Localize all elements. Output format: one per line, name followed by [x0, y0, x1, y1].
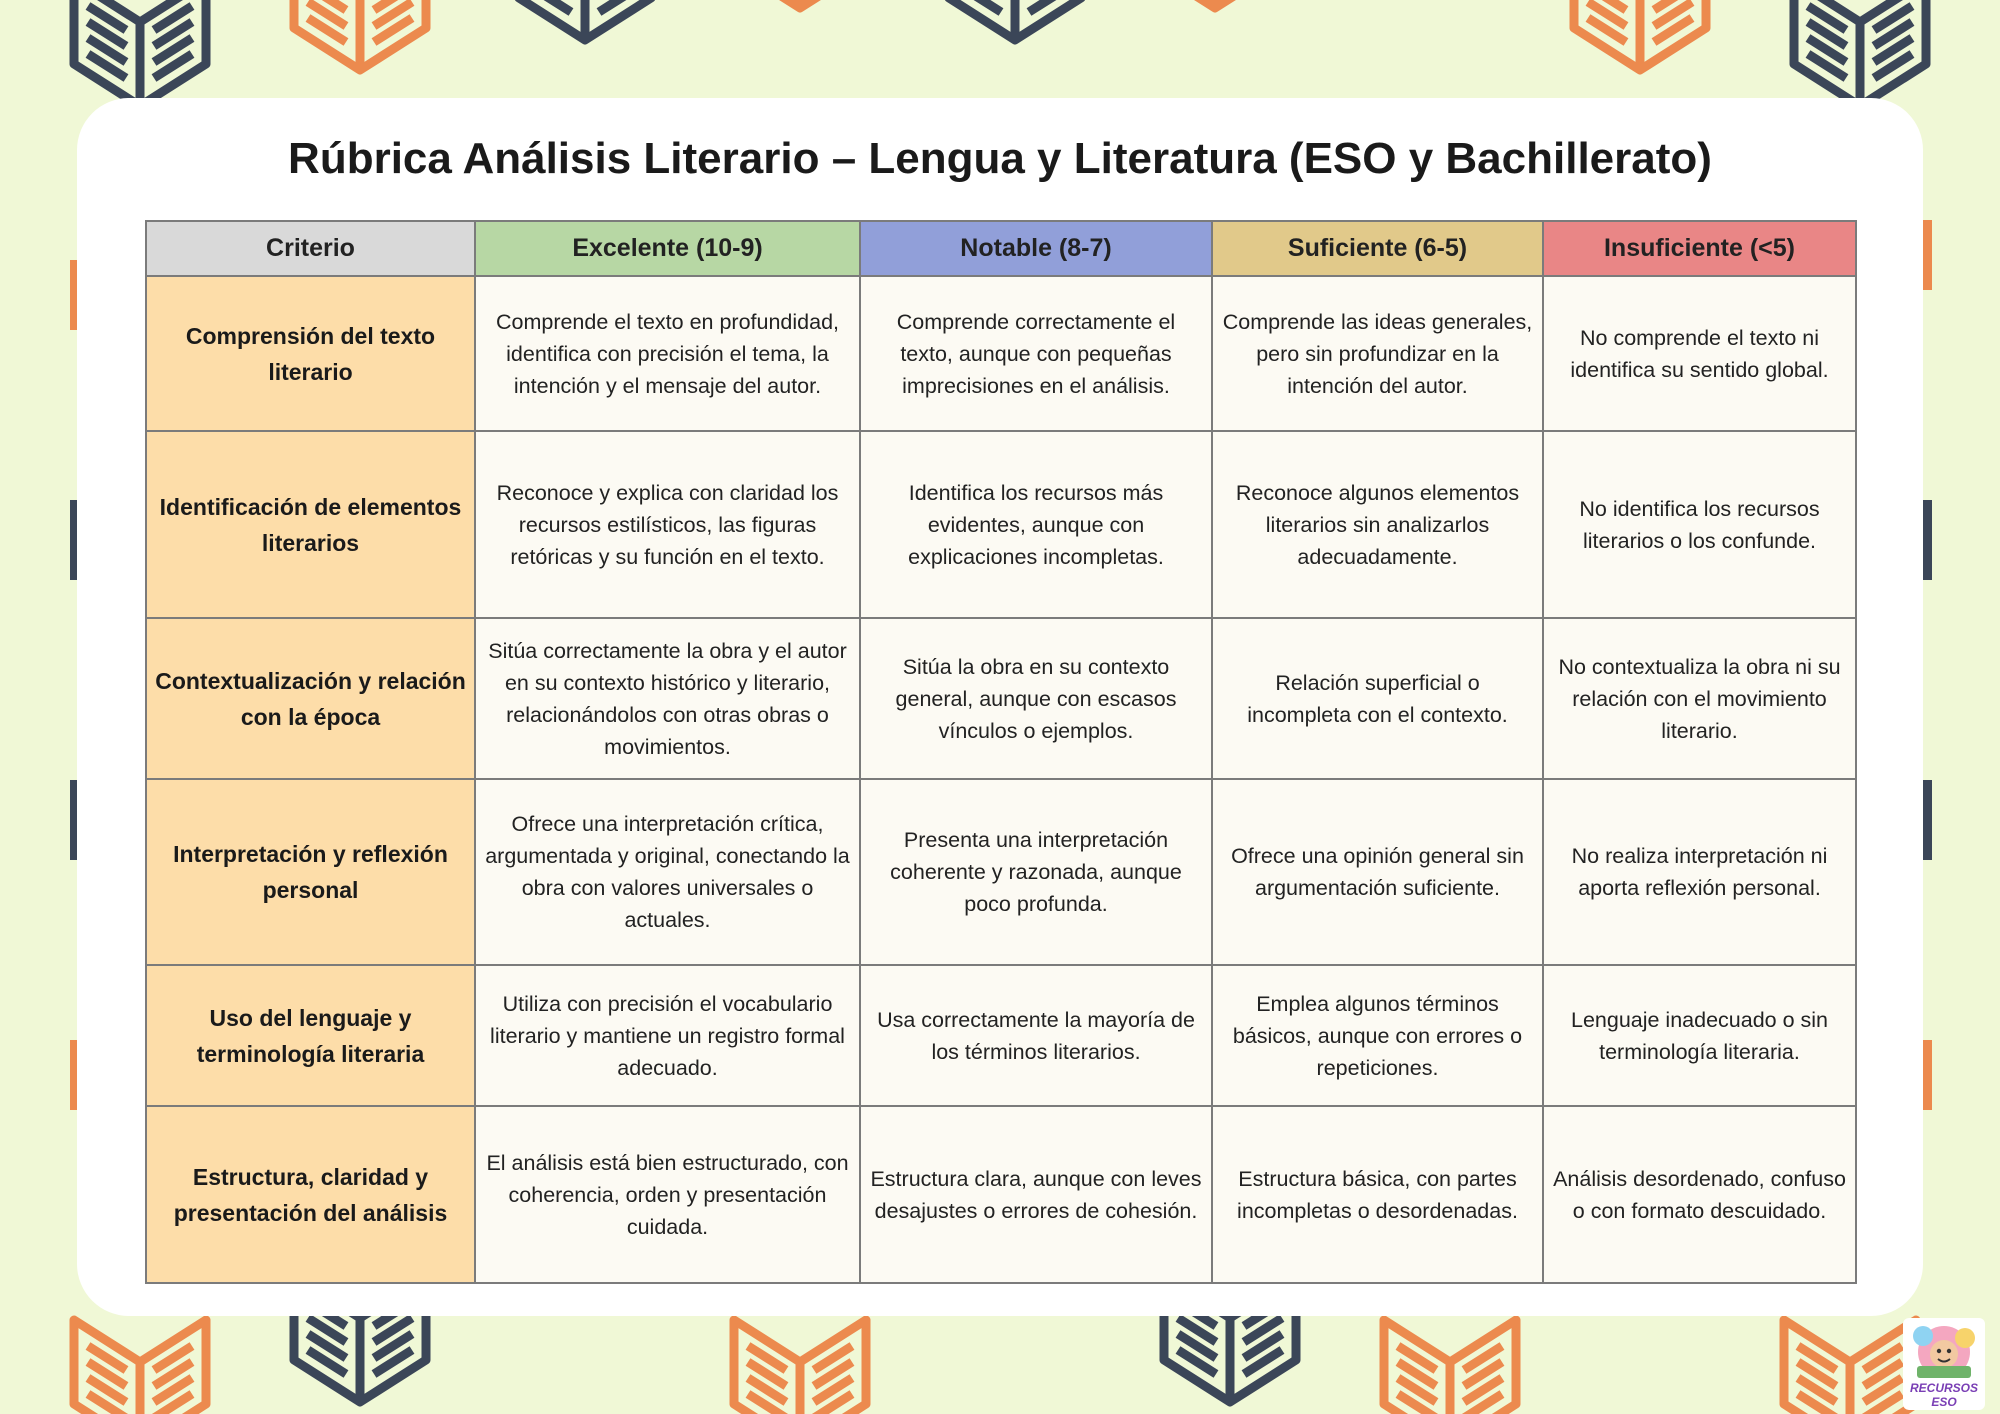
- excelente-cell: Sitúa correctamente la obra y el autor en su contexto histórico y literario, relacionándolos con otras obras o movimientos.: [475, 618, 860, 779]
- suficiente-cell: Ofrece una opinión general sin argumentación suficiente.: [1212, 779, 1543, 965]
- criterio-cell: Comprensión del texto literario: [146, 276, 475, 431]
- insuficiente-cell: Análisis desordenado, confuso o con formato descuidado.: [1543, 1106, 1856, 1283]
- insuficiente-cell: No comprende el texto ni identifica su sentido global.: [1543, 276, 1856, 431]
- page-title: Rúbrica Análisis Literario – Lengua y Literatura (ESO y Bachillerato): [288, 134, 1712, 183]
- table-row: [146, 618, 1856, 779]
- insuficiente-cell: No contextualiza la obra ni su relación con el movimiento literario.: [1543, 618, 1856, 779]
- svg-text:RECURSOS: RECURSOS: [1909, 1381, 1979, 1395]
- criterio-cell: Interpretación y reflexión personal: [146, 779, 475, 965]
- notable-cell: Comprende correctamente el texto, aunque con pequeñas imprecisiones en el análisis.: [860, 276, 1212, 431]
- criterio-cell: Contextualización y relación con la época: [146, 618, 475, 779]
- header-row: [146, 221, 1856, 276]
- insuficiente-cell: No realiza interpretación ni aporta reflexión personal.: [1543, 779, 1856, 965]
- notable-cell: Sitúa la obra en su contexto general, aunque con escasos vínculos o ejemplos.: [860, 618, 1212, 779]
- recursos-eso-logo: [1903, 1318, 1985, 1410]
- table-row: [146, 431, 1856, 618]
- svg-text:ESO: ESO: [1931, 1395, 1957, 1409]
- excelente-cell: Reconoce y explica con claridad los recursos estilísticos, las figuras retóricas y su función en el texto.: [475, 431, 860, 618]
- notable-cell: Estructura clara, aunque con leves desajustes o errores de cohesión.: [860, 1106, 1212, 1283]
- table-row: [146, 276, 1856, 431]
- excelente-cell: Utiliza con precisión el vocabulario literario y mantiene un registro formal adecuado.: [475, 965, 860, 1106]
- excelente-cell: Ofrece una interpretación crítica, argumentada y original, conectando la obra con valores universales o actuales.: [475, 779, 860, 965]
- suficiente-cell: Estructura básica, con partes incompletas o desordenadas.: [1212, 1106, 1543, 1283]
- table-row: [146, 1106, 1856, 1283]
- header-notable: Notable (8-7): [860, 221, 1212, 276]
- table-row: [146, 965, 1856, 1106]
- insuficiente-cell: Lenguaje inadecuado o sin terminología literaria.: [1543, 965, 1856, 1106]
- suficiente-cell: Relación superficial o incompleta con el contexto.: [1212, 618, 1543, 779]
- suficiente-cell: Reconoce algunos elementos literarios sin analizarlos adecuadamente.: [1212, 431, 1543, 618]
- notable-cell: Usa correctamente la mayoría de los términos literarios.: [860, 965, 1212, 1106]
- header-excelente: Excelente (10-9): [475, 221, 860, 276]
- rubric-table: [145, 220, 1857, 1284]
- criterio-cell: Estructura, claridad y presentación del análisis: [146, 1106, 475, 1283]
- header-suficiente: Suficiente (6-5): [1212, 221, 1543, 276]
- criterio-cell: Identificación de elementos literarios: [146, 431, 475, 618]
- header-insuficiente: Insuficiente (<5): [1543, 221, 1856, 276]
- suficiente-cell: Emplea algunos términos básicos, aunque con errores o repeticiones.: [1212, 965, 1543, 1106]
- notable-cell: Presenta una interpretación coherente y razonada, aunque poco profunda.: [860, 779, 1212, 965]
- insuficiente-cell: No identifica los recursos literarios o los confunde.: [1543, 431, 1856, 618]
- excelente-cell: Comprende el texto en profundidad, identifica con precisión el tema, la intención y el mensaje del autor.: [475, 276, 860, 431]
- notable-cell: Identifica los recursos más evidentes, aunque con explicaciones incompletas.: [860, 431, 1212, 618]
- suficiente-cell: Comprende las ideas generales, pero sin profundizar en la intención del autor.: [1212, 276, 1543, 431]
- criterio-cell: Uso del lenguaje y terminología literaria: [146, 965, 475, 1106]
- header-criterio: Criterio: [146, 221, 475, 276]
- table-row: [146, 779, 1856, 965]
- excelente-cell: El análisis está bien estructurado, con coherencia, orden y presentación cuidada.: [475, 1106, 860, 1283]
